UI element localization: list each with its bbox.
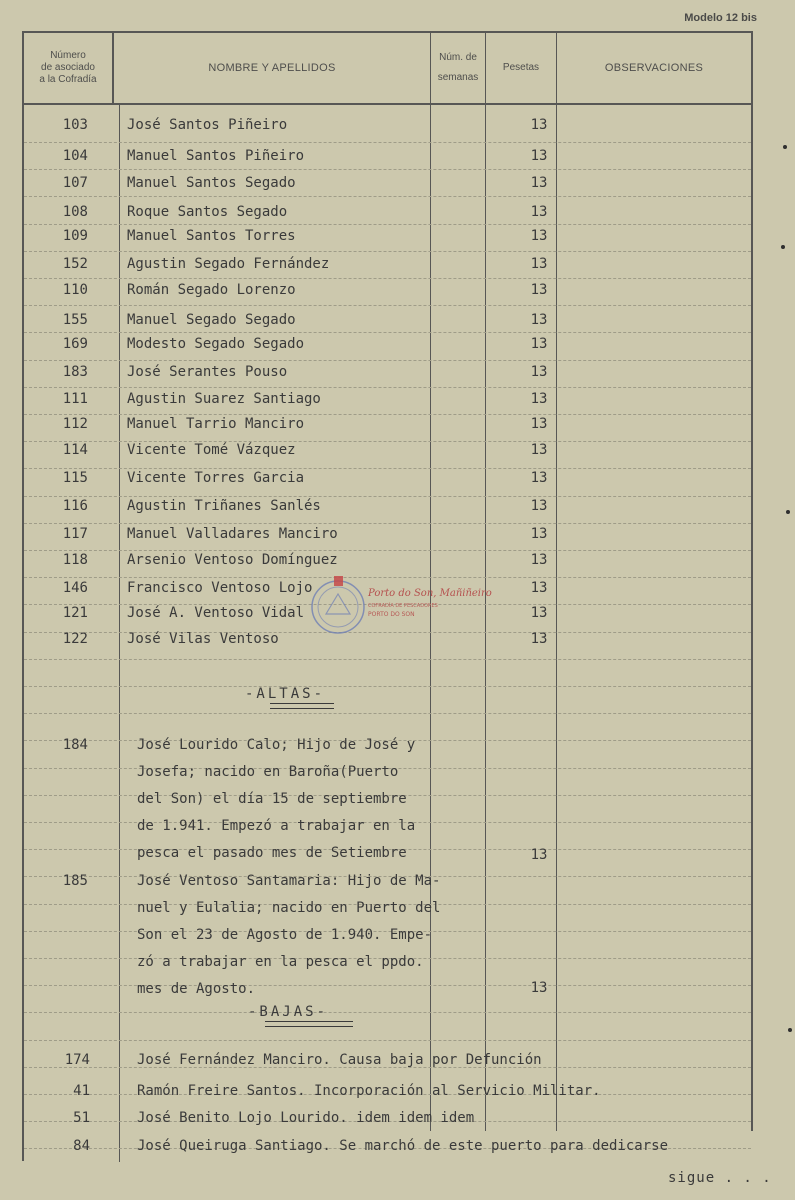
baja-number: 174 xyxy=(64,1052,90,1068)
member-pesetas: 13 xyxy=(530,442,548,458)
member-name: José Vilas Ventoso xyxy=(127,631,279,647)
row-rule xyxy=(24,142,751,143)
member-pesetas: 13 xyxy=(530,526,548,542)
header-weeks-line2: semanas xyxy=(437,72,479,83)
altas-underline xyxy=(270,703,334,709)
alta-text-line: José Lourido Calo; Hijo de José y xyxy=(137,737,416,753)
member-name: Manuel Valladares Manciro xyxy=(127,526,338,542)
member-number: 121 xyxy=(62,605,88,621)
alta-text-line: José Ventoso Santamaria: Hijo de Ma- xyxy=(137,873,441,889)
member-pesetas: 13 xyxy=(530,117,548,133)
row-rule xyxy=(24,523,751,524)
row-rule xyxy=(24,1040,751,1041)
paper-speck xyxy=(783,145,787,149)
alta-text-line: Son el 23 de Agosto de 1.940. Empe- xyxy=(137,927,433,943)
member-name: Modesto Segado Segado xyxy=(127,336,305,352)
header-number xyxy=(24,35,112,101)
row-rule xyxy=(24,468,751,469)
member-number: 183 xyxy=(62,364,88,380)
baja-number: 51 xyxy=(73,1110,90,1126)
member-number: 155 xyxy=(62,312,88,328)
paper-speck xyxy=(786,510,790,514)
alta-text-line: mes de Agosto. xyxy=(137,981,256,997)
member-pesetas: 13 xyxy=(530,391,548,407)
header-weeks xyxy=(431,35,485,101)
header-weeks-line1: Núm. de xyxy=(439,52,477,63)
row-rule xyxy=(24,713,751,714)
alta-text-line: nuel y Eulalia; nacido en Puerto del xyxy=(137,900,441,916)
member-name: José A. Ventoso Vidal xyxy=(127,605,305,621)
table-top-border xyxy=(22,31,753,33)
header-bottom-border xyxy=(22,103,753,105)
member-number: 122 xyxy=(62,631,88,647)
member-pesetas: 13 xyxy=(530,312,548,328)
table-right-border xyxy=(751,31,753,1131)
member-number: 152 xyxy=(62,256,88,272)
bajas-underline xyxy=(265,1021,353,1027)
alta-text-line: pesca el pasado mes de Setiembre xyxy=(137,845,407,861)
alta-text-line: Josefa; nacido en Baroña(Puerto xyxy=(137,764,399,780)
member-name: Manuel Tarrio Manciro xyxy=(127,416,305,432)
member-pesetas: 13 xyxy=(530,228,548,244)
row-rule xyxy=(24,659,751,660)
alta-number: 184 xyxy=(62,737,88,753)
member-name: Román Segado Lorenzo xyxy=(127,282,296,298)
row-rule xyxy=(24,305,751,306)
member-number: 146 xyxy=(62,580,88,596)
baja-number: 41 xyxy=(73,1083,90,1099)
model-label: Modelo 12 bis xyxy=(684,12,757,24)
alta-text-line: de 1.941. Empezó a trabajar en la xyxy=(137,818,416,834)
row-rule xyxy=(24,169,751,170)
member-pesetas: 13 xyxy=(530,470,548,486)
row-rule xyxy=(24,224,751,225)
member-pesetas: 13 xyxy=(530,580,548,596)
member-number: 115 xyxy=(62,470,88,486)
row-rule xyxy=(24,1012,751,1013)
alta-number: 185 xyxy=(62,873,88,889)
member-name: Agustin Triñanes Sanlés xyxy=(127,498,321,514)
baja-number: 84 xyxy=(73,1138,90,1154)
table-left-border xyxy=(22,31,24,1161)
member-pesetas: 13 xyxy=(530,631,548,647)
paper-speck xyxy=(788,1028,792,1032)
member-number: 108 xyxy=(62,204,88,220)
member-pesetas: 13 xyxy=(530,175,548,191)
altas-title: -ALTAS- xyxy=(245,686,326,702)
member-name: José Santos Piñeiro xyxy=(127,117,288,133)
member-number: 118 xyxy=(62,552,88,568)
alta-pesetas: 13 xyxy=(530,980,548,996)
member-pesetas: 13 xyxy=(530,256,548,272)
member-number: 111 xyxy=(62,391,88,407)
alta-text-line: del Son) el día 15 de septiembre xyxy=(137,791,407,807)
member-number: 104 xyxy=(62,148,88,164)
member-name: Manuel Santos Segado xyxy=(127,175,296,191)
member-number: 112 xyxy=(62,416,88,432)
row-rule xyxy=(24,360,751,361)
member-number: 107 xyxy=(62,175,88,191)
baja-text: Ramón Freire Santos. Incorporación al Servicio Militar. xyxy=(137,1083,601,1099)
member-name: Manuel Santos Torres xyxy=(127,228,296,244)
member-name: Agustin Suarez Santiago xyxy=(127,391,321,407)
member-number: 116 xyxy=(62,498,88,514)
row-rule xyxy=(24,686,751,687)
svg-text:COFRADÍA DE PESCADORES: COFRADÍA DE PESCADORES xyxy=(368,603,438,609)
row-rule xyxy=(24,496,751,497)
baja-text: José Fernández Manciro. Causa baja por Defunción xyxy=(137,1052,542,1068)
baja-text: José Queiruga Santiago. Se marchó de este puerto para dedicarse xyxy=(137,1138,669,1154)
member-pesetas: 13 xyxy=(530,148,548,164)
header-number-line3: a la Cofradía xyxy=(39,74,97,85)
member-pesetas: 13 xyxy=(530,605,548,621)
svg-text:PORTO DO SON: PORTO DO SON xyxy=(368,611,415,618)
bajas-title: -BAJAS- xyxy=(248,1004,329,1020)
member-name: Agustin Segado Fernández xyxy=(127,256,330,272)
member-number: 117 xyxy=(62,526,88,542)
alta-pesetas: 13 xyxy=(530,847,548,863)
member-name: Roque Santos Segado xyxy=(127,204,288,220)
member-name: José Serantes Pouso xyxy=(127,364,288,380)
header-observations: OBSERVACIONES xyxy=(604,62,704,74)
alta-text-line: zó a trabajar en la pesca el ppdo. xyxy=(137,954,424,970)
member-pesetas: 13 xyxy=(530,336,548,352)
continues-label: sigue . . . xyxy=(668,1170,772,1186)
header-pesetas: Pesetas xyxy=(502,62,540,73)
row-rule xyxy=(24,414,751,415)
row-rule xyxy=(24,196,751,197)
header-number-line1: Número xyxy=(50,50,86,61)
member-number: 114 xyxy=(62,442,88,458)
member-name: Francisco Ventoso Lojo xyxy=(127,580,313,596)
cofradia-stamp xyxy=(310,572,495,642)
member-name: Vicente Tomé Vázquez xyxy=(127,442,296,458)
member-pesetas: 13 xyxy=(530,364,548,380)
row-rule xyxy=(24,251,751,252)
member-name: Arsenio Ventoso Domínguez xyxy=(127,552,338,568)
member-name: Vicente Torres Garcia xyxy=(127,470,305,486)
member-pesetas: 13 xyxy=(530,552,548,568)
member-pesetas: 13 xyxy=(530,498,548,514)
member-name: Manuel Santos Piñeiro xyxy=(127,148,305,164)
member-number: 103 xyxy=(62,117,88,133)
row-rule xyxy=(24,387,751,388)
member-number: 169 xyxy=(62,336,88,352)
header-name: NOMBRE Y APELLIDOS xyxy=(208,62,336,74)
baja-text: José Benito Lojo Lourido. idem idem idem xyxy=(137,1110,475,1126)
member-name: Manuel Segado Segado xyxy=(127,312,296,328)
member-number: 110 xyxy=(62,282,88,298)
member-pesetas: 13 xyxy=(530,282,548,298)
member-pesetas: 13 xyxy=(530,204,548,220)
member-pesetas: 13 xyxy=(530,416,548,432)
paper-speck xyxy=(781,245,785,249)
member-number: 109 xyxy=(62,228,88,244)
row-rule xyxy=(24,332,751,333)
header-number-line2: de asociado xyxy=(41,62,95,73)
col-divider-number xyxy=(119,104,120,1162)
row-rule xyxy=(24,278,751,279)
row-rule xyxy=(24,985,751,986)
svg-text:Porto do Son, Mañiñeiro: Porto do Son, Mañiñeiro xyxy=(368,588,492,599)
row-rule xyxy=(24,550,751,551)
